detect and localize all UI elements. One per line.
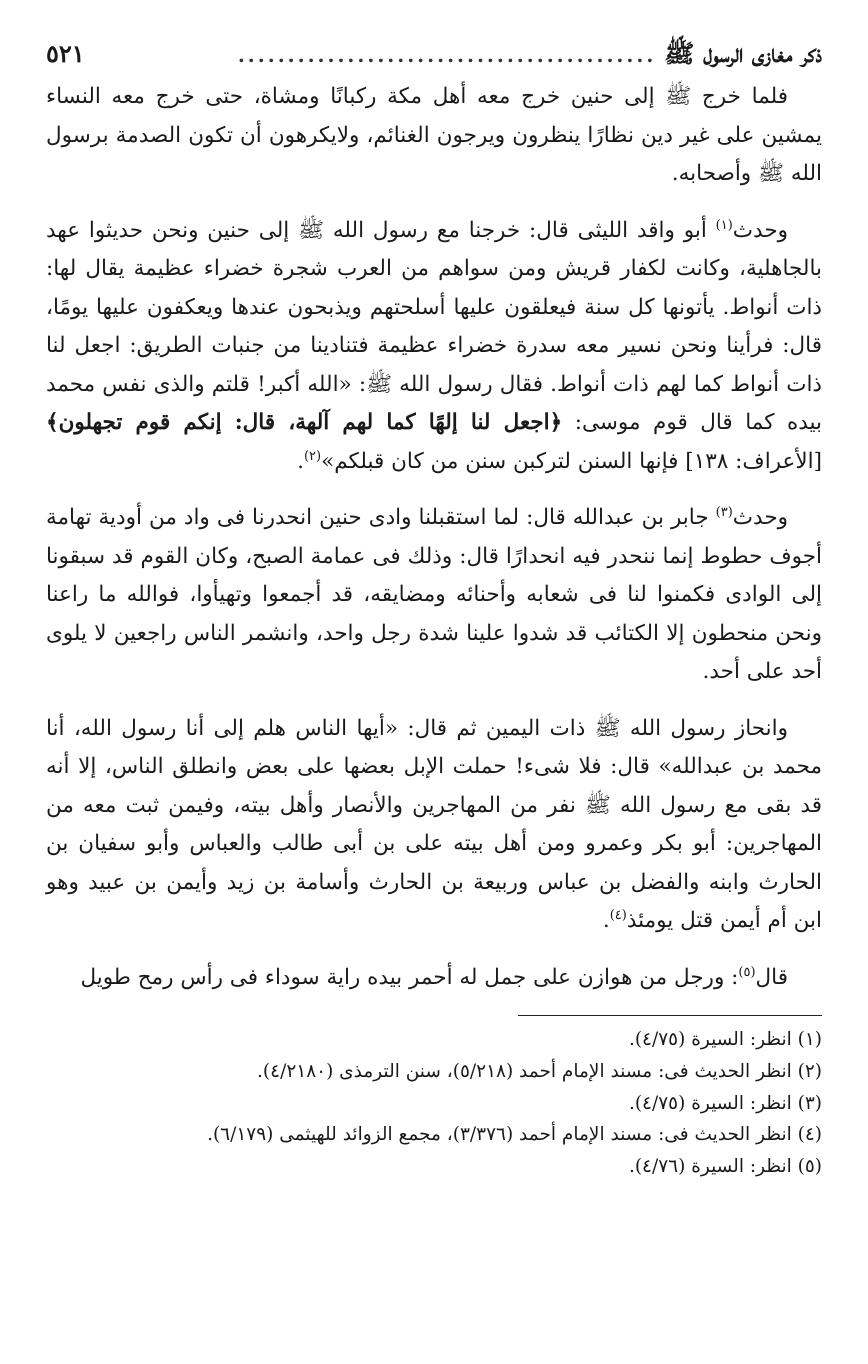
- footnote-4: (٤) انظر الحديث فى: مسند الإمام أحمد (٣/٣٧٦)، مجمع الزوائد للهيثمى (٦/١٧٩).: [207, 1124, 822, 1146]
- page-number: ٥٢١: [46, 39, 85, 68]
- main-text: [46, 78, 822, 997]
- paragraph-2: [46, 212, 822, 482]
- paragraph-end: .: [297, 448, 304, 474]
- paragraph-3: [46, 499, 822, 692]
- leader-dots: ..........................................: [237, 43, 657, 67]
- footnote-5: (٥) انظر: السيرة (٤/٧٦).: [628, 1156, 822, 1178]
- footnote-2: (٢) انظر الحديث فى: مسند الإمام أحمد (٥/٢١٨)، سنن الترمذى (٤/٢١٨٠).: [257, 1060, 822, 1082]
- chapter-title: ذكر مغازى الرسول ﷺ: [664, 39, 822, 68]
- footnote-ref-2[interactable]: (٢): [303, 448, 322, 464]
- paragraph-text: أبو واقد الليثى قال: خرجنا مع رسول الله ﷺ إلى حنين ونحن حديثوا عهد بالجاهلية، وكانت لكفار قريش ومن سواهم من العرب شجرة خضراء عظيمة يقال لها: ذات أنواط. يأتونها كل سنة فيعلقون عليها أسلحتهم ويذبحون عندها ويعكفون عليها يومًا، قال: فرأينا ونحن نسير معه سدرة خضراء عظيمة فتنادينا من جنبات الطريق: اجعل لنا ذات أنواط كما لهم ذات أنواط. فقال رسول الله ﷺ: «الله أكبر! قلتم والذى نفس محمد بيده كما قال قوم موسى:: [46, 217, 823, 435]
- paragraph-text: : ورجل من هوازن على جمل له أحمر بيده راية سوداء فى رأس رمح طويل: [80, 964, 739, 990]
- paragraph-tail: [الأعراف: ١٣٨] فإنها السنن لتركبن سنن من كان قبلكم»: [321, 448, 822, 474]
- footnote-1: (١) انظر: السيرة (٤/٧٥).: [628, 1029, 822, 1050]
- book-page: [46, 30, 822, 1350]
- footnotes: [46, 1024, 822, 1183]
- footnote-3: (٣) انظر: السيرة (٤/٧٥).: [628, 1092, 822, 1114]
- footnote-ref-3[interactable]: (٣): [715, 504, 733, 520]
- paragraph-start: قال: [755, 964, 788, 990]
- running-header: [46, 30, 822, 78]
- footnote-ref-5[interactable]: (٥): [738, 964, 756, 980]
- paragraph-text: جابر بن عبدالله قال: لما استقبلنا وادى حنين انحدرنا فى واد من أودية تهامة أجوف حطوط إنما ننحدر فيه انحدارًا قال: وذلك فى عمامة الصبح، وكان القوم قد سبقونا إلى الوادى فكمنوا لنا فى شعابه وأحنائه ومضايقه، قد أجمعوا وتهيأوا، فوالله ما راعنا ونحن منحطون إلا الكتائب قد شدوا علينا شدة رجل واحد، وانشمر الناس راجعين لا يلوى أحد على أحد.: [46, 505, 822, 684]
- paragraph-5: [46, 959, 822, 998]
- paragraph-text: وانحاز رسول الله ﷺ ذات اليمين ثم قال: «أيها الناس هلم إلى أنا رسول الله، أنا محمد بن عبدالله» قال: فلا شىء! حملت الإبل بعضها على بعض وانطلق الناس، إلا أنه قد بقى مع رسول الله ﷺ نفر من المهاجرين والأنصار وأهل بيته، وفيمن ثبت معه من المهاجرين: أبو بكر وعمرو ومن أهل بيته على بن أبى طالب والعباس وأبو سفيان بن الحارث وابنه والفضل بن عباس وربيعة بن الحارث وأسامة بن زيد وأيمن بن عبيد وهو ابن أم أيمن قتل يومئذ: [46, 715, 822, 933]
- footnote-separator: [518, 1015, 822, 1016]
- paragraph-1: [46, 78, 822, 194]
- paragraph-start: وحدث: [732, 217, 788, 243]
- footnote-ref-4[interactable]: (٤): [609, 907, 627, 923]
- paragraph-text: فلما خرج ﷺ إلى حنين خرج معه أهل مكة ركبانًا ومشاة، حتى خرج معه النساء يمشين على غير دين نظارًا ينظرون ويرجون الغنائم، ولايكرهون أن تكون الصدمة برسول الله ﷺ وأصحابه.: [46, 84, 822, 186]
- quran-quote: ﴿اجعل لنا إلهًا كما لهم آلهة، قال: إنكم قوم تجهلون﴾: [46, 410, 563, 435]
- paragraph-end: .: [602, 908, 610, 933]
- footnote-ref-1[interactable]: (١): [715, 217, 733, 233]
- paragraph-4: [46, 710, 822, 941]
- paragraph-start: وحدث: [732, 505, 788, 530]
